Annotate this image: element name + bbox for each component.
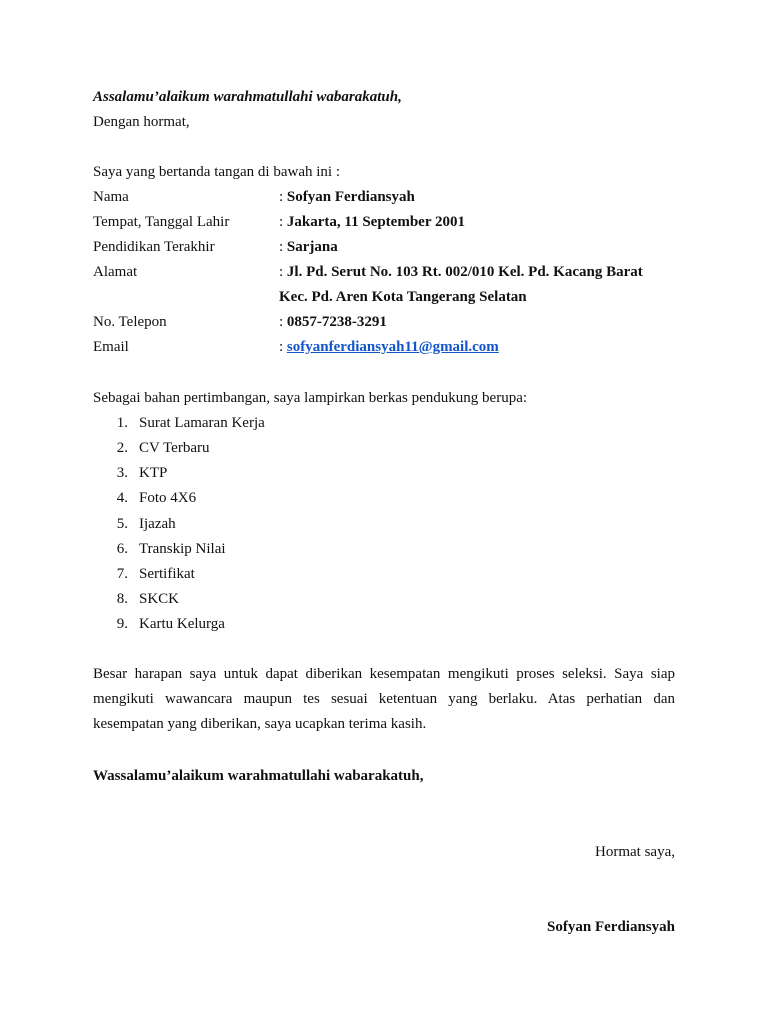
list-number: 4. — [116, 490, 128, 506]
field-value-text: Jakarta, 11 September 2001 — [286, 214, 465, 230]
separator: : — [279, 264, 284, 280]
list-item: Sertifikat — [139, 566, 195, 582]
field-value-text: Jl. Pd. Serut No. 103 Rt. 002/010 Kel. Pd. Kacang Barat — [286, 264, 643, 280]
field-label-alamat: Alamat — [93, 264, 138, 280]
field-value-ttl — [279, 213, 465, 231]
separator: : — [279, 189, 284, 205]
list-number: 3. — [116, 465, 128, 481]
list-item: Foto 4X6 — [139, 490, 197, 506]
field-value-telepon — [279, 313, 387, 331]
attachments-intro: Sebagai bahan pertimbangan, saya lampirkan berkas pendukung berupa: — [93, 390, 528, 406]
separator: : — [279, 239, 284, 255]
field-label-nama: Nama — [93, 189, 129, 205]
field-label-telepon: No. Telepon — [93, 314, 167, 330]
field-label-email: Email — [93, 339, 129, 355]
farewell: Wassalamu’alaikum warahmatullahi wabarakatuh, — [93, 768, 424, 784]
field-value-alamat-line2 — [279, 288, 527, 306]
field-value-nama — [279, 188, 415, 206]
field-value-text: Kec. Pd. Aren Kota Tangerang Selatan — [279, 289, 527, 305]
list-number: 1. — [116, 415, 128, 431]
greeting: Assalamu’alaikum warahmatullahi wabarakatuh, — [93, 89, 402, 105]
field-value-text: 0857-7238-3291 — [286, 314, 387, 330]
closing-paragraph: Besar harapan saya untuk dapat diberikan kesempatan mengikuti proses seleksi. Saya siap mengikuti wawancara maupun tes sesuai ketentuan yang berlaku. Atas perhatian dan kesempatan yang diberikan, saya ucapkan terima kasih. — [93, 666, 675, 732]
list-item: SKCK — [139, 591, 180, 607]
list-number: 5. — [116, 516, 128, 532]
list-item: Surat Lamaran Kerja — [139, 415, 265, 431]
signature-name: Sofyan Ferdiansyah — [547, 919, 675, 935]
list-item: KTP — [139, 465, 168, 481]
field-value-email — [279, 338, 499, 356]
field-label-pendidikan: Pendidikan Terakhir — [93, 239, 215, 255]
separator: : — [279, 314, 284, 330]
field-value-text: Sofyan Ferdiansyah — [286, 189, 415, 205]
list-number: 9. — [116, 616, 128, 632]
salutation: Dengan hormat, — [93, 114, 190, 130]
separator: : — [279, 214, 284, 230]
list-number: 6. — [116, 541, 128, 557]
list-item: Kartu Kelurga — [139, 616, 225, 632]
field-label-ttl: Tempat, Tanggal Lahir — [93, 214, 230, 230]
list-item: CV Terbaru — [139, 440, 210, 456]
field-value-pendidikan — [279, 238, 338, 256]
separator: : — [279, 339, 284, 355]
list-number: 2. — [116, 440, 128, 456]
field-value-alamat — [279, 263, 643, 281]
list-number: 7. — [116, 566, 128, 582]
field-value-text: Sarjana — [286, 239, 338, 255]
list-item: Ijazah — [139, 516, 176, 532]
email-link[interactable]: sofyanferdiansyah11@gmail.com — [286, 339, 499, 355]
intro-text: Saya yang bertanda tangan di bawah ini : — [93, 164, 341, 180]
list-item: Transkip Nilai — [139, 541, 226, 557]
signoff: Hormat saya, — [595, 844, 675, 860]
list-number: 8. — [116, 591, 128, 607]
